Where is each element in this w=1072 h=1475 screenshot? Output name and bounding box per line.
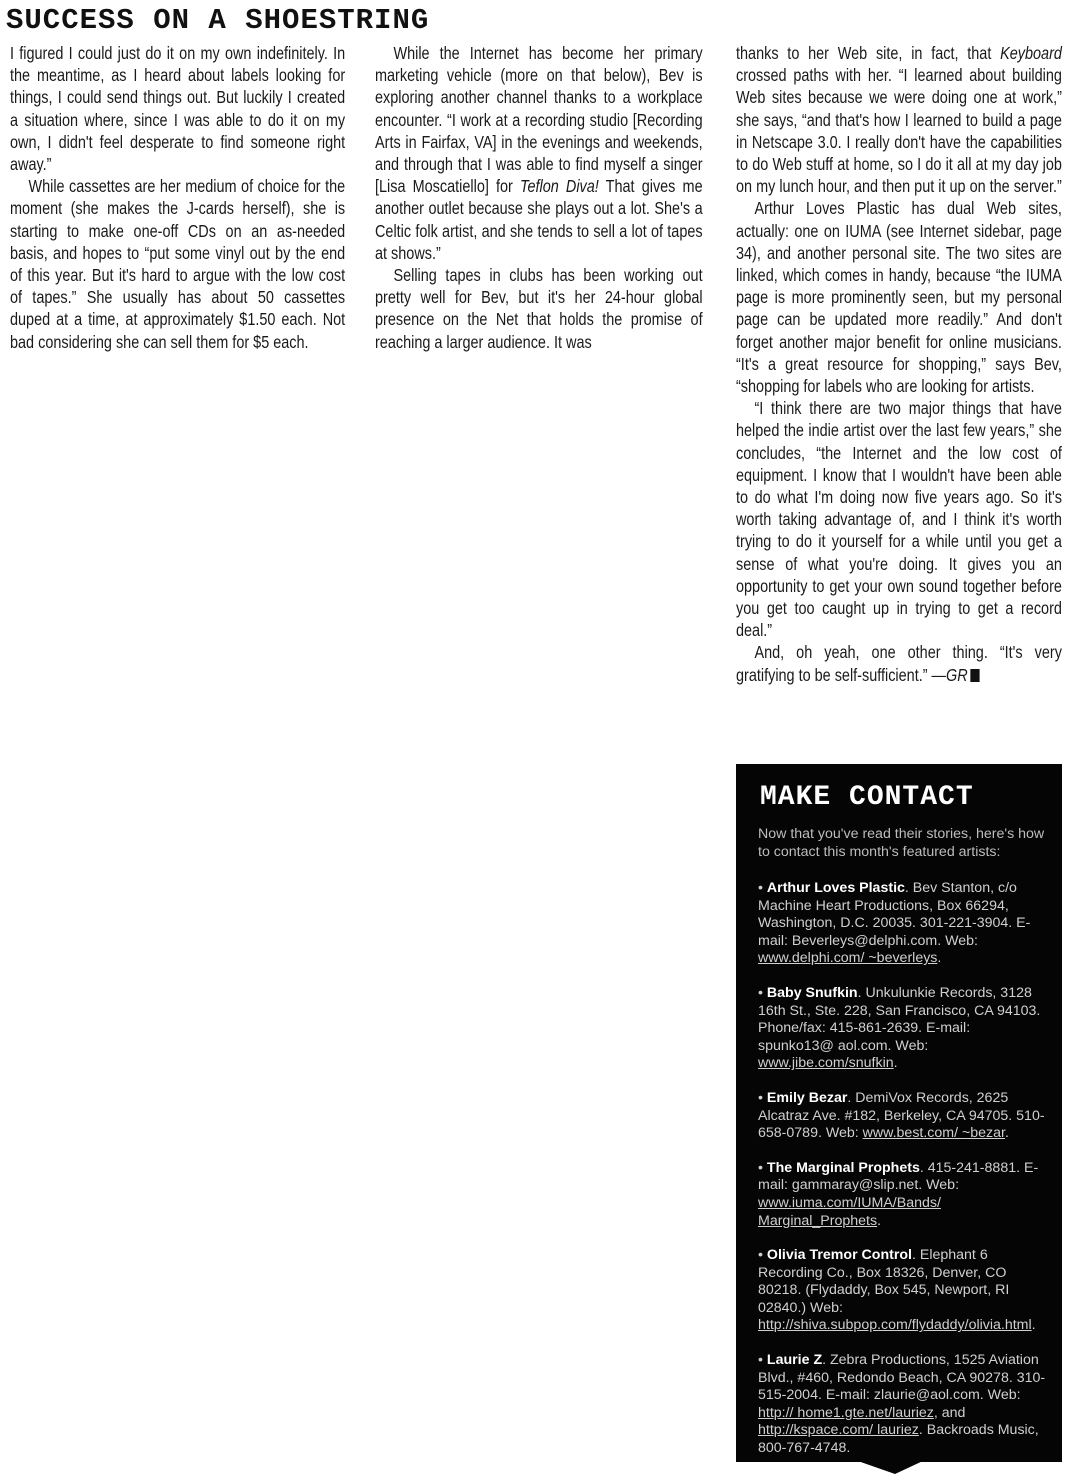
paragraph: Selling tapes in clubs has been working out pretty well for Bev, but it's her 24-hour global presence on the Net that holds the promise of reaching a larger audience. It was: [375, 265, 703, 352]
contact-details: . 415-241-8881. E-mail: gammaray@slip.net. Web:: [758, 1159, 1039, 1194]
magazine-name: Keyboard: [1000, 43, 1062, 63]
contact-entries: [758, 880, 1050, 1475]
text: .: [877, 1212, 882, 1229]
artist-name: Arthur Loves Plastic: [766, 880, 905, 896]
paragraph: [736, 641, 1062, 685]
article-headline: SUCCESS ON A SHOESTRING: [6, 4, 430, 37]
text: thanks to her Web site, in fact, that: [736, 43, 1001, 63]
text: .: [893, 1055, 898, 1072]
web-link[interactable]: http://kspace.com/ lauriez: [758, 1422, 919, 1439]
web-link[interactable]: http://shiva.subpop.com/flydaddy/olivia.html: [758, 1317, 1032, 1334]
contact-entry: • The Marginal Prophets. 415-241-8881. E-mail: gammaray@slip.net. Web: www.iuma.com/IUMA/Bands/ Marginal_Prophets.: [758, 1159, 1039, 1229]
album-title: Teflon Diva!: [519, 176, 599, 197]
paragraph: I figured I could just do it on my own indefinitely. In the meantime, as I heard about labels looking for things, I could send things out. But luckily I created a situation where, since I was able to do it on my own, I didn't feel desperate to find someone right away.”: [10, 43, 346, 175]
text: crossed paths with her. “I learned about building Web sites because we were doing one at work,” she says, “and that's how I learned to build a page in Netscape 3.0. I really don't have the capabilities to do Web stuff at home, so I do it all at my day job on my lunch hour, and then put it up on the server.”: [736, 65, 1062, 197]
web-link[interactable]: www.jibe.com/snufkin: [758, 1055, 894, 1072]
text: .: [1004, 1125, 1009, 1142]
web-link[interactable]: www.iuma.com/IUMA/Bands/ Marginal_Prophets: [758, 1194, 941, 1229]
callout-pointer: [855, 1460, 925, 1474]
paragraph: “I think there are two major things that have helped the indie artist over the last few years,” she concludes, “the Internet and the low cost of equipment. I know that I wouldn't have been able to do what I'm doing now five years ago. So it's worth taking advantage of, and I think it's worth trying to do it yourself for a while until you get a sense of what you're doing. It gives you an opportunity to get your own sound together before you get too caught up in trying to get a record deal.”: [736, 398, 1062, 641]
contact-details: . Bev Stanton, c/o Machine Heart Productions, Box 66294, Washington, D.C. 20035. 301-221-3904. E-mail: Beverleys@delphi.com. Web:: [758, 880, 1031, 949]
text: .: [1031, 1317, 1036, 1334]
contact-entry: • Baby Snufkin. Unkulunkie Records, 3128 16th St., Ste. 228, San Francisco, CA 94103. Phone/fax: 415-861-2639. E-mail: spunko13@ aol.com. Web: www.jibe.com/snufkin.: [758, 984, 1041, 1072]
contact-entry: • Arthur Loves Plastic. Bev Stanton, c/o Machine Heart Productions, Box 66294, Washington, D.C. 20035. 301-221-3904. E-mail: Beverleys@delphi.com. Web: www.delphi.com/ ~beverleys.: [758, 880, 1031, 967]
paragraph: [736, 42, 1062, 197]
contact-details: . Zebra Productions, 1525 Aviation Blvd., #460, Redondo Beach, CA 90278. 310-515-2004. E-mail: zlaurie@aol.com. Web:: [758, 1352, 1046, 1404]
end-mark-icon: [970, 669, 979, 682]
text: , and: [933, 1404, 966, 1421]
paragraph: [375, 42, 703, 264]
text: That gives me another outlet because she plays out a lot. She's a Celtic folk artist, and she tends to sell a lot of tapes at shows.”: [375, 176, 703, 263]
contact-entry: • Laurie Z. Zebra Productions, 1525 Aviation Blvd., #460, Redondo Beach, CA 90278. 310-515-2004. E-mail: zlaurie@aol.com. Web: http:// home1.gte.net/lauriez, and http://kspace.com/ lauriez. Backroads Music, 800-767-4748.: [758, 1352, 1046, 1457]
column-2: [375, 42, 703, 353]
text: . Backroads Music, 800-767-4748.: [758, 1422, 1039, 1457]
artist-name: Emily Bezar: [766, 1089, 848, 1106]
text: While the Internet has become her primary marketing vehicle (more on that below), Bev is exploring another channel thanks to a workplace encounter. “I work at a recording studio [Recording Arts in Fairfax, VA] in the evenings and weekends, and through that I was able to find myself a singer [Lisa Moscatiello] for: [375, 43, 703, 197]
make-contact-sidebar: [736, 764, 1062, 1462]
sidebar-title: MAKE CONTACT: [760, 782, 974, 813]
artist-name: The Marginal Prophets: [766, 1159, 920, 1176]
web-link[interactable]: www.best.com/ ~bezar: [862, 1125, 1005, 1142]
contact-details: . Elephant 6 Recording Co., Box 18326, Denver, CO 80218. (Flydaddy, Box 545, Newport, RI 02840.) Web:: [758, 1247, 1010, 1316]
contact-details: . Unkulunkie Records, 3128 16th St., Ste. 228, San Francisco, CA 94103. Phone/fax: 415-861-2639. E-mail: spunko13@ aol.com. Web:: [758, 984, 1041, 1054]
sidebar-intro: Now that you've read their stories, here's how to contact this month's featured artists:: [758, 826, 1045, 860]
column-1: [10, 42, 345, 353]
text: .: [937, 950, 942, 967]
contact-details: . DemiVox Records, 2625 Alcatraz Ave. #182, Berkeley, CA 94705. 510-658-0789. Web:: [758, 1089, 1045, 1142]
author-signature: —GR: [931, 664, 968, 685]
web-link[interactable]: www.delphi.com/ ~beverleys: [758, 950, 938, 967]
paragraph: Arthur Loves Plastic has dual Web sites, actually: one on IUMA (see Internet sidebar, page 34), and another personal site. The two sites are linked, which comes in handy, because “the IUMA page is more prominently seen, but my personal page can be updated more readily.” And don't forget another major benefit for online musicians. “It's a great resource for shopping,” says Bev, “shopping for labels who are looking for artists.: [736, 198, 1062, 397]
contact-entry: • Olivia Tremor Control. Elephant 6 Recording Co., Box 18326, Denver, CO 80218. (Flydaddy, Box 545, Newport, RI 02840.) Web: http://shiva.subpop.com/flydaddy/olivia.html.: [758, 1247, 1036, 1334]
artist-name: Baby Snufkin: [766, 984, 858, 1001]
column-3: [736, 42, 1062, 686]
contact-entry: • Emily Bezar. DemiVox Records, 2625 Alcatraz Ave. #182, Berkeley, CA 94705. 510-658-0789. Web: www.best.com/ ~bezar.: [758, 1089, 1045, 1142]
text: And, oh yeah, one other thing. “It's very gratifying to be self-sufficient.”: [736, 642, 1062, 685]
web-link[interactable]: http:// home1.gte.net/lauriez: [758, 1404, 934, 1421]
artist-name: Laurie Z: [766, 1352, 823, 1369]
paragraph: While cassettes are her medium of choice for the moment (she makes the J-cards herself), she is starting to make one-off CDs on an as-needed basis, and hopes to “put some vinyl out by the end of this year. But it's hard to argue with the low cost of tapes.” She usually has about 50 cassettes duped at a time, at approximately $1.50 each. Not bad considering she can sell them for $5 each.: [10, 176, 346, 352]
artist-name: Olivia Tremor Control: [766, 1247, 912, 1264]
